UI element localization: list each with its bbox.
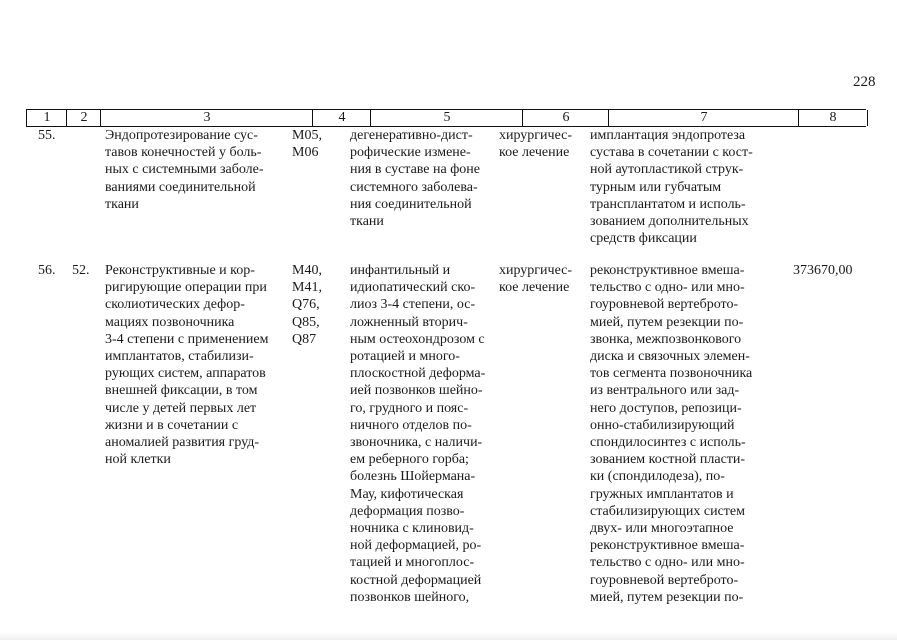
intervention-name: Эндопротезирование сус- тавов конечностей у боль- ных с системными заболе- ваниями соединительной ткани [105, 128, 264, 212]
treatment-method: имплантация эндопротеза сустава в сочетании с кост- ной аутопластикой струк- турным или губчатым трансплантатом и исполь- зованием дополнительных средств фиксации [590, 128, 753, 247]
intervention-name: Реконструктивные и кор- ригирующие операции при сколиотических дефор- мациях позвоночника 3-4 степени с применением имплантатов, стабилизи- рующих систем, аппаратов внешней фиксации, в том числе у детей первых лет жизни и в сочетании с аномалией развития груд- ной клетки [105, 263, 269, 468]
standard-cost: 373670,00 [793, 263, 853, 278]
header-cell-4: 4 [312, 110, 371, 126]
header-cell-8: 8 [798, 110, 868, 126]
header-cell-1: 1 [26, 110, 67, 126]
row-number: 55. [38, 128, 56, 143]
page-number: 228 [853, 74, 876, 90]
table-header-row [26, 109, 866, 127]
row-number: 56. [38, 263, 56, 278]
scan-bottom-edge [0, 632, 897, 640]
header-cell-7: 7 [608, 110, 799, 126]
treatment-type: хирургичес- кое лечение [499, 128, 573, 161]
patient-model: дегенеративно-дист- рофические измене- ния в суставе на фоне системного заболева- ния соединительной ткани [350, 128, 481, 230]
icd-codes: M40, M41, Q76, Q85, Q87 [292, 263, 322, 347]
icd-codes: M05, M06 [292, 128, 322, 161]
header-cell-6: 6 [522, 110, 609, 126]
header-cell-3: 3 [100, 110, 313, 126]
header-cell-5: 5 [370, 110, 523, 126]
treatment-method: реконструктивное вмеша- тельство с одно- или мно- гоуровневой вертеброто- мией, путем резекции по- звонка, межпозвонкового диска и связочных элемен- тов сегмента позвоночника из вентрального или зад- него доступов, репозици- онно-стабилизирующий спондилосинтез с исполь- зованием костной пласти- ки (спондилодеза), по- гружных имплантатов и стабилизирующих систем двух- или многоэтапное реконструктивное вмеша- тельство с одно- или мно- гоуровневой вертеброто- мией, путем резекции по- [590, 263, 753, 605]
group-number: 52. [72, 263, 90, 278]
header-cell-2: 2 [66, 110, 101, 126]
patient-model: инфантильный и идиопатический ско- лиоз 3-4 степени, ос- ложненный вторич- ным остеохондрозом с ротацией и много- плоскостной деформа- ией позвонков шейно- го, грудного и пояс- ничного отделов по- звоночника, с наличи- ем реберного горба; болезнь Шойермана- Мау, кифотическая деформация позво- ночника с клиновид- ной деформацией, ро- тацией и многоплос- костной деформацией позвонков шейного, [350, 263, 486, 605]
treatment-type: хирургичес- кое лечение [499, 263, 573, 296]
